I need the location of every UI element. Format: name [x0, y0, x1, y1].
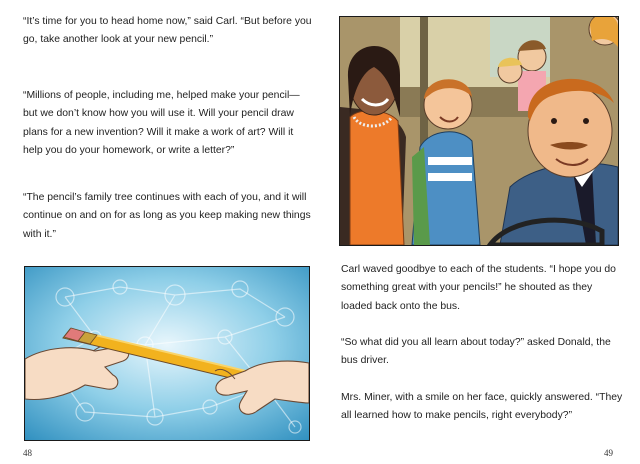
- paragraph-family-tree: “The pencil’s family tree continues with each of you, and it will continue on and on for as long as you keep making new things with it.”: [23, 192, 311, 240]
- paragraph-carl-waved-goodbye: Carl waved goodbye to each of the students. “I hope you do something great with your pencils!” he shouted as they loaded back onto the bus.: [341, 264, 616, 312]
- page-number-left: 48: [23, 448, 32, 458]
- paragraph-mrs-miner-answer: Mrs. Miner, with a smile on her face, quickly answered. “They all learned how to make pencils, right everybody?”: [341, 392, 623, 422]
- illustration-hands-holding-pencil: [24, 266, 310, 441]
- page-number-right: 49: [604, 448, 613, 458]
- paragraph-time-to-go-home: “It’s time for you to head home now,” said Carl. “But before you go, take another look at your new pencil.”: [23, 16, 312, 46]
- illustration-students-on-bus: [339, 16, 619, 246]
- paragraph-donald-question: “So what did you all learn about today?” asked Donald, the bus driver.: [341, 337, 611, 367]
- paragraph-millions-of-people: “Millions of people, including me, helped make your pencil—but we don’t know how you will use it. Will your pencil draw plans for a new invention? Will it make a work of art? Will it help you do your homework, or write a letter?”: [23, 90, 300, 157]
